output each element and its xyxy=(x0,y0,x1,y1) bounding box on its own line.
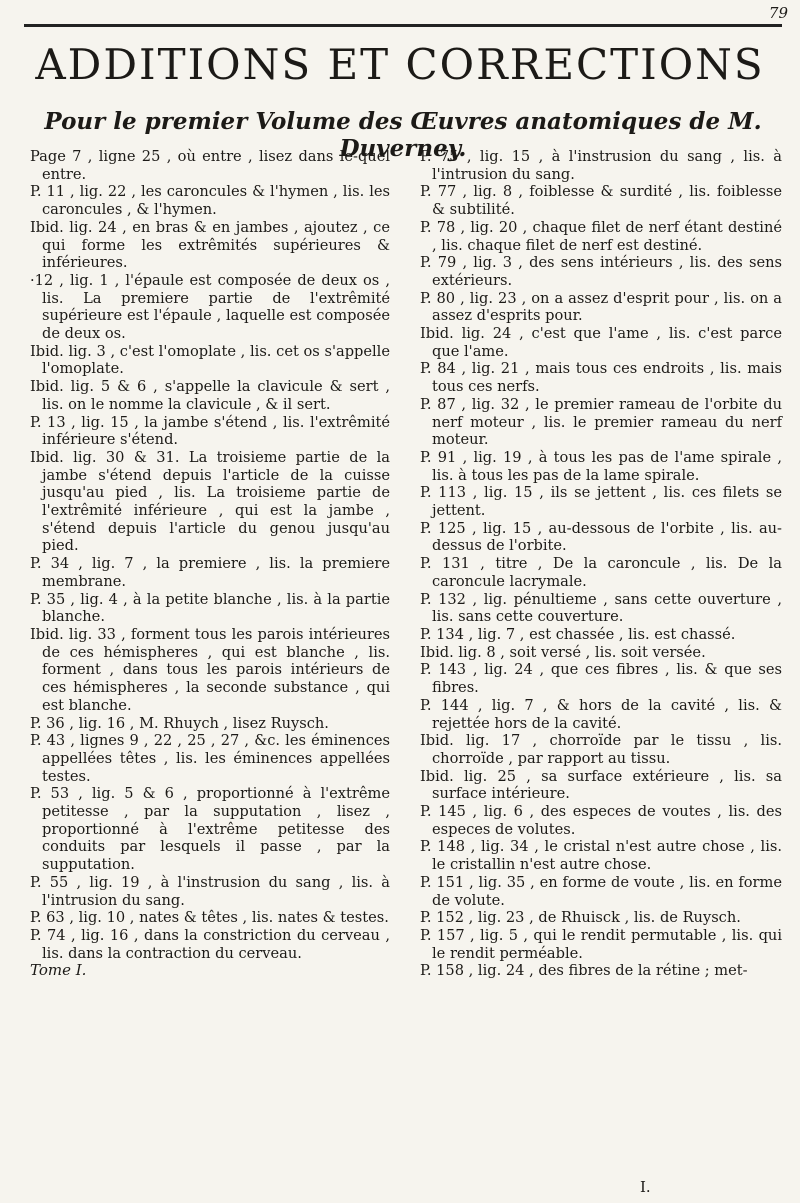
correction-entry: P. 80 , lig. 23 , on a assez d'esprit pour , lis. on a assez d'esprits pour. xyxy=(420,289,782,325)
correction-entry: P. 78 , lig. 20 , chaque filet de nerf étant destiné , lis. chaque filet de nerf est destiné. xyxy=(420,218,782,254)
correction-entry: P. 145 , lig. 6 , des especes de voutes , lis. des especes de volutes. xyxy=(420,803,782,838)
header-rule xyxy=(24,24,782,27)
correction-entry: P. 134 , lig. 7 , est chassée , lis. est chassé. xyxy=(420,625,736,643)
correction-entry: ·12 , lig. 1 , l'épaule est composée de deux os , lis. La premiere partie de l'extrêmité supérieure est l'épaule , laquelle est composée de deux os. xyxy=(30,271,390,343)
correction-entry: P. 91 , lig. 19 , à tous les pas de l'ame spirale , lis. à tous les pas de la lame spirale. xyxy=(420,448,782,484)
correction-entry: P. 74 , lig. 16 , dans la constriction du cerveau , lis. dans la contraction du cerveau. xyxy=(30,926,390,962)
page-number: 79 xyxy=(768,4,788,22)
correction-entry: P. 125 , lig. 15 , au-dessous de l'orbite , lis. au-dessus de l'orbite. xyxy=(420,519,782,555)
correction-entry: Ibid. lig. 25 , sa surface extérieure , lis. sa surface intérieure. xyxy=(420,767,782,803)
page-title: ADDITIONS ET CORRECTIONS xyxy=(35,40,765,89)
correction-entry: P. 77 , lig. 8 , foiblesse & surdité , lis. foiblesse & subtilité. xyxy=(420,183,782,219)
correction-entry: P. 157 , lig. 5 , qui le rendit permutable , lis. qui le rendit perméable. xyxy=(420,926,782,962)
correction-entry: P. 35 , lig. 4 , à la petite blanche , lis. à la partie blanche. xyxy=(30,590,390,626)
correction-entry: P. 63 , lig. 10 , nates & têtes , lis. nates & testes. xyxy=(30,909,389,927)
correction-entry: P. 79 , lig. 3 , des sens intérieurs , lis. des sens extérieurs. xyxy=(420,254,782,289)
correction-entry: P. 11 , lig. 22 , les caroncules & l'hymen , lis. les caroncules , & l'hymen. xyxy=(30,183,390,219)
correction-entry: P. 53 , lig. 5 & 6 , proportionné à l'extrême petitesse , par la supputation , lisez , proportionné à l'extrême petitesse des conduits par lesquels il passe , par la supputation. xyxy=(30,785,390,874)
volume-footer: Tome I. xyxy=(30,961,87,980)
correction-entry: P. 151 , lig. 35 , en forme de voute , lis. en forme de volute. xyxy=(420,873,782,909)
correction-entry: P. 75 , lig. 15 , à l'instrusion du sang , lis. à l'intrusion du sang. xyxy=(420,148,782,183)
correction-entry: Ibid. lig. 17 , chorroïde par le tissu , lis. chorroïde , par rapport au tissu. xyxy=(420,732,782,767)
correction-entry: P. 132 , lig. pénultieme , sans cette ouverture , lis. sans cette couverture. xyxy=(420,590,782,626)
correction-entry: P. 144 , lig. 7 , & hors de la cavité , lis. & rejettée hors de la cavité. xyxy=(420,696,782,732)
correction-entry: Ibid. lig. 3 , c'est l'omoplate , lis. cet os s'appelle l'omoplate. xyxy=(30,342,390,378)
correction-entry: P. 148 , lig. 34 , le cristal n'est autre chose , lis. le cristallin n'est autre chose. xyxy=(420,838,782,874)
correction-entry: P. 158 , lig. 24 , des fibres de la rétine ; met- xyxy=(420,962,748,980)
correction-entry: Ibid. lig. 24 , en bras & en jambes , ajoutez , ce qui forme les extrêmités supérieures & inférieures. xyxy=(30,218,390,272)
correction-entry: P. 87 , lig. 32 , le premier rameau de l'orbite du nerf moteur , lis. le premier rameau du nerf moteur. xyxy=(420,395,782,449)
correction-entry: Ibid. lig. 5 & 6 , s'appelle la clavicule & sert , lis. on le nomme la clavicule , & il sert. xyxy=(30,378,390,413)
correction-entry: P. 84 , lig. 21 , mais tous ces endroits , lis. mais tous ces nerfs. xyxy=(420,360,782,396)
correction-entry: P. 43 , lignes 9 , 22 , 25 , 27 , &c. les éminences appellées têtes , lis. les éminences appellées testes. xyxy=(30,732,390,785)
correction-entry: P. 55 , lig. 19 , à l'instrusion du sang , lis. à l'intrusion du sang. xyxy=(30,873,390,909)
correction-entry: P. 13 , lig. 15 , la jambe s'étend , lis. l'extrêmité inférieure s'étend. xyxy=(30,413,390,449)
page-subtitle: Pour le premier Volume des Œuvres anatomiques de M. Duverney. xyxy=(44,108,762,162)
correction-entry: P. 131 , titre , De la caroncule , lis. De la caroncule lacrymale. xyxy=(420,555,782,590)
correction-entry: Page 7 , ligne 25 , où entre , lisez dans le-quel entre. xyxy=(30,148,390,183)
right-column xyxy=(420,148,782,980)
correction-entry: Ibid. lig. 24 , c'est que l'ame , lis. c'est parce que l'ame. xyxy=(420,325,782,360)
correction-entry: P. 36 , lig. 16 , M. Rhuych , lisez Ruysch. xyxy=(30,714,329,732)
left-column xyxy=(30,148,390,980)
correction-entry: P. 113 , lig. 15 , ils se jettent , lis. ces filets se jettent. xyxy=(420,484,782,520)
correction-entry: Ibid. lig. 30 & 31. La troisieme partie de la jambe s'étend depuis l'article de la cuisse jusqu'au pied , lis. La troisieme partie de l'extrêmité inférieure , qui est la jambe , s'étend depuis l'article du genou jusqu'au pied. xyxy=(30,448,390,555)
correction-entry: Ibid. lig. 33 , forment tous les parois intérieures de ces hémispheres , qui est blanche , lis. forment , dans tous les parois intérieurs de ces hémispheres , la seconde substance , qui est blanche. xyxy=(30,625,390,714)
correction-entry: Ibid. lig. 8 , soit versé , lis. soit versée. xyxy=(420,643,706,661)
signature-mark: I. xyxy=(640,1178,651,1196)
correction-entry: P. 152 , lig. 23 , de Rhuisck , lis. de Ruysch. xyxy=(420,909,741,927)
correction-entry: P. 143 , lig. 24 , que ces fibres , lis. & que ses fibres. xyxy=(420,661,782,697)
correction-entry: P. 34 , lig. 7 , la premiere , lis. la premiere membrane. xyxy=(30,555,390,590)
